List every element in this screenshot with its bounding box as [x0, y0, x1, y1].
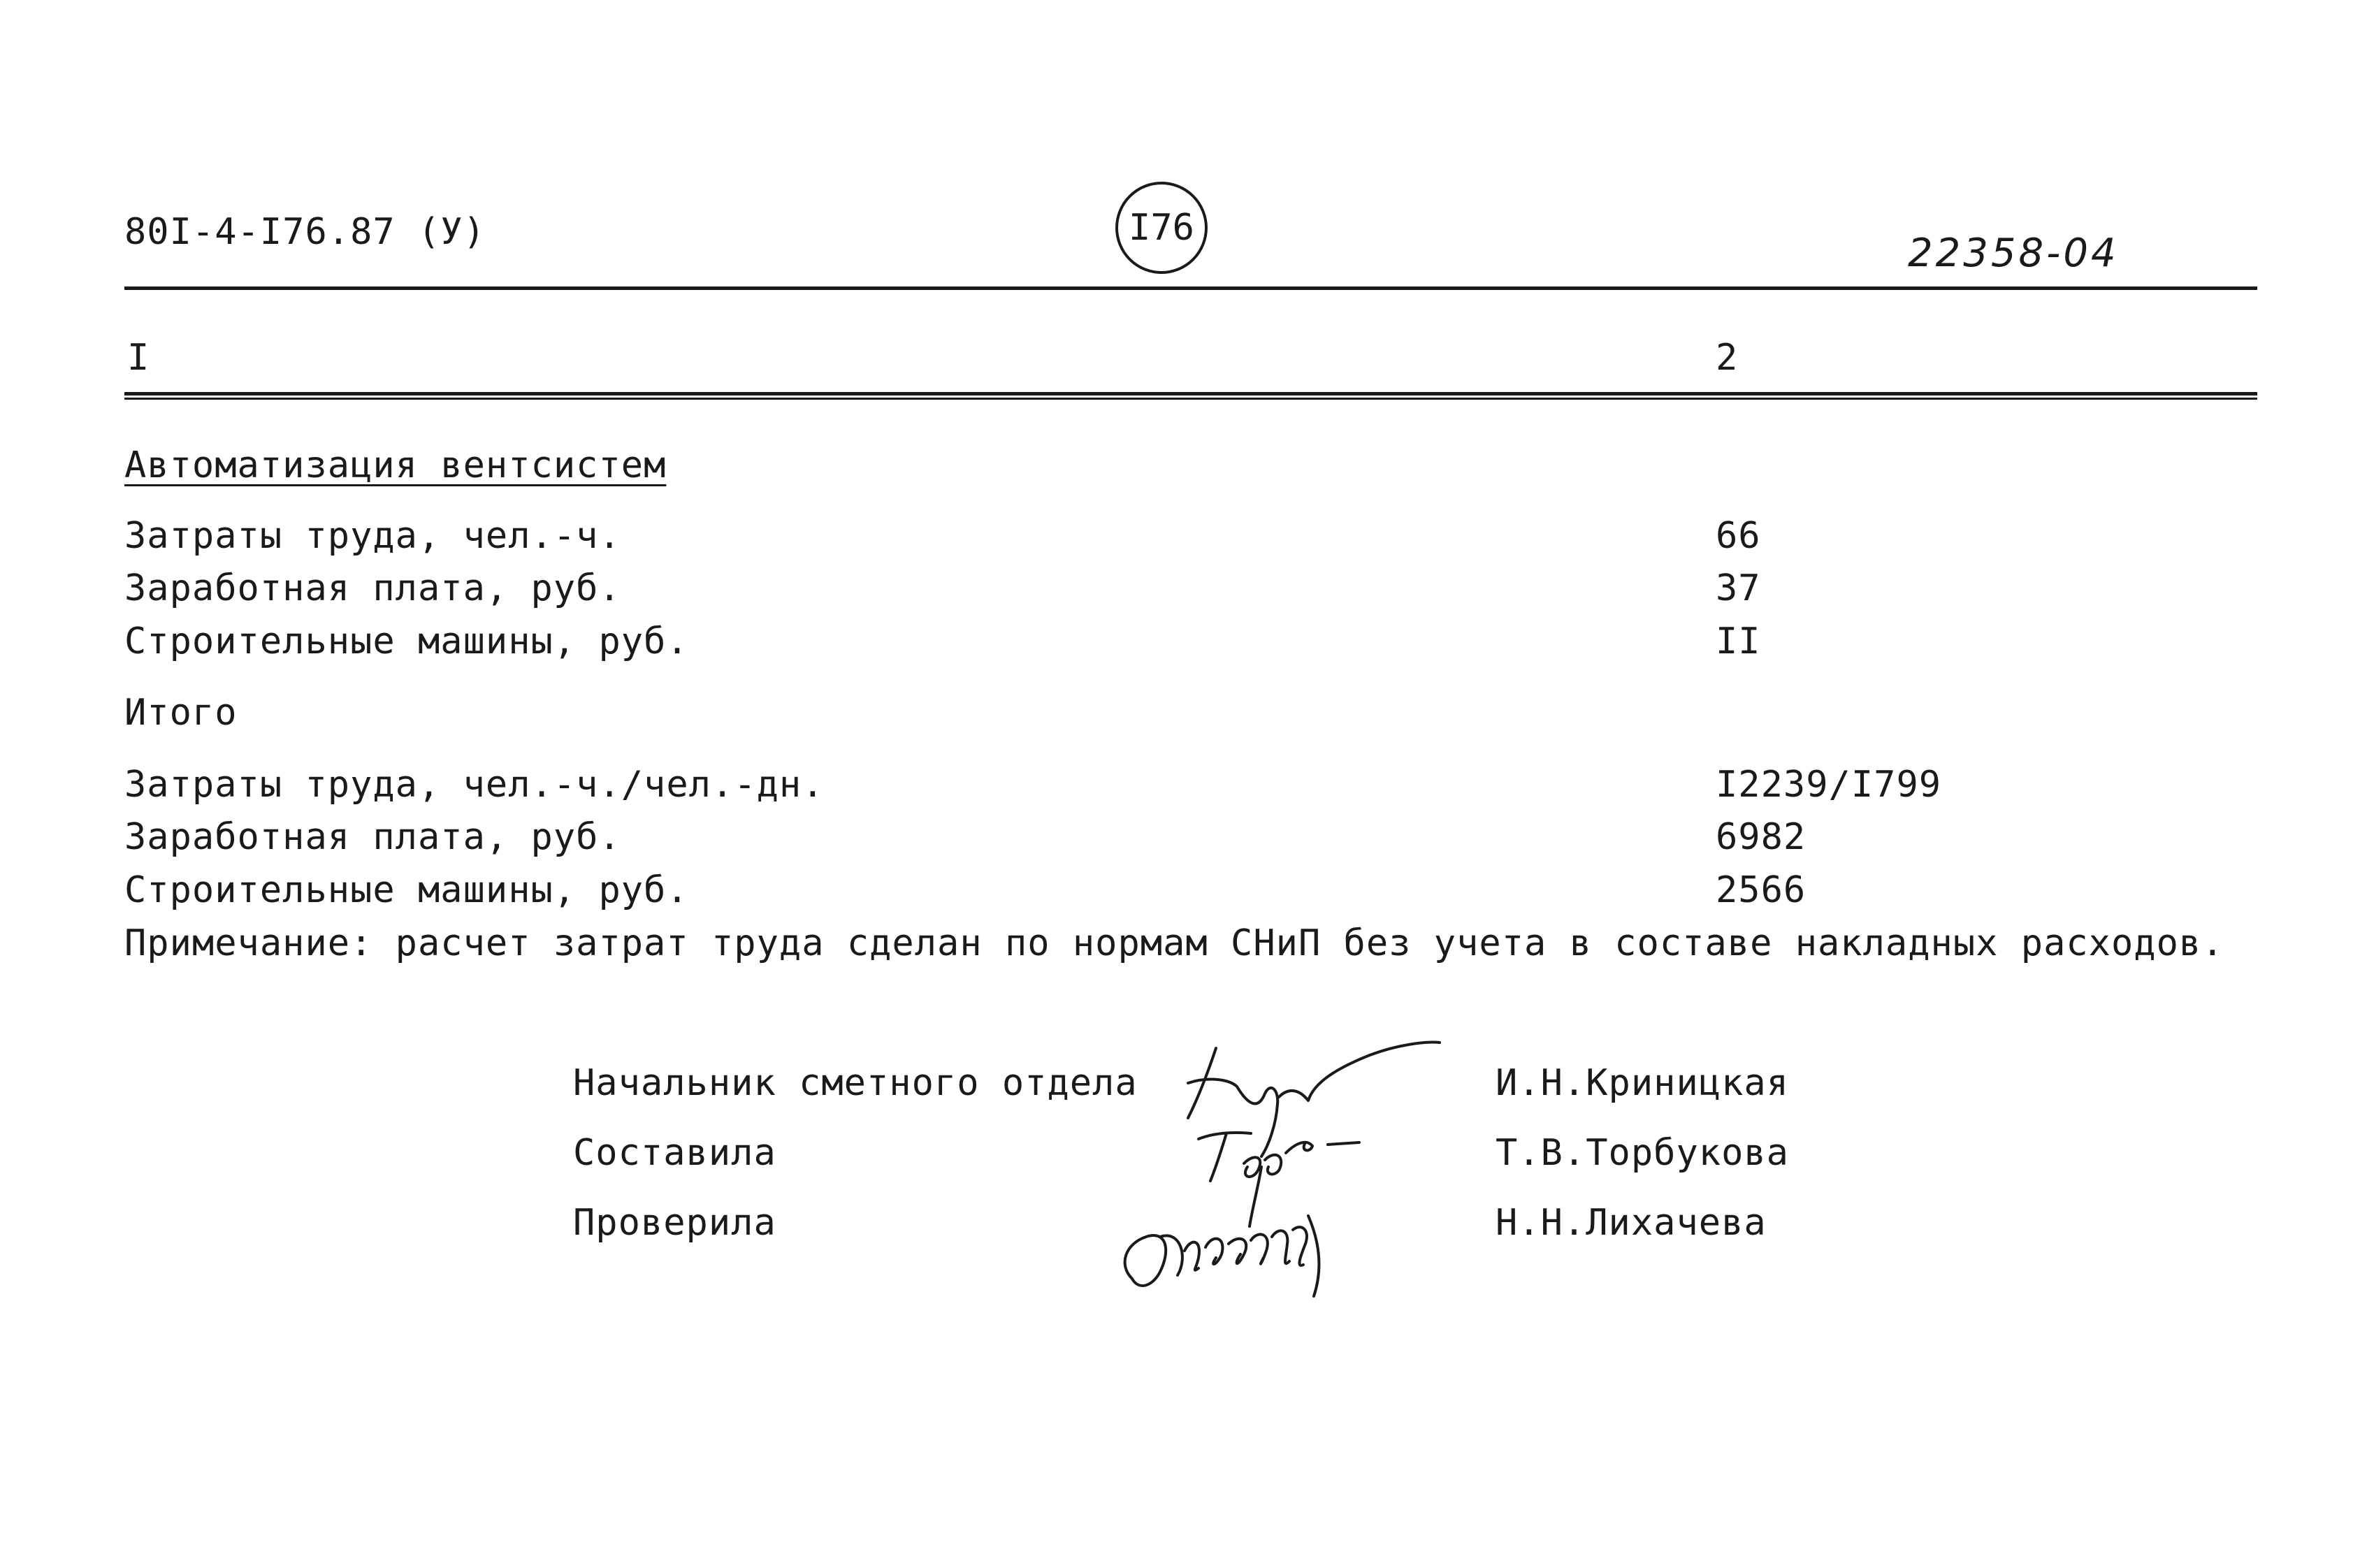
- total-row-label: Затраты труда, чел.-ч./чел.-дн.: [124, 764, 825, 806]
- total-row-label: Строительные машины, руб.: [124, 869, 689, 911]
- row-value: 37: [1716, 567, 1761, 609]
- signoff-name: Н.Н.Лихачева: [1496, 1202, 1767, 1244]
- signoff-role: Начальник сметного отдела: [573, 1062, 1138, 1104]
- signoff-name: Т.В.Торбукова: [1496, 1132, 1789, 1174]
- note-text: Примечание: расчет затрат труда сделан по нормам СНиП без учета в составе накладных расходов.: [124, 922, 2224, 964]
- handwritten-archive-code: 22358-04: [1908, 231, 2119, 276]
- signature-3: [1125, 1216, 1319, 1296]
- total-row-value: I2239/I799: [1716, 764, 1942, 806]
- header-divider: [124, 392, 2257, 395]
- row-label: Заработная плата, руб.: [124, 567, 621, 609]
- row-value: II: [1716, 620, 1761, 662]
- total-row-label: Заработная плата, руб.: [124, 816, 621, 858]
- handwritten-signatures: [1048, 1027, 1482, 1307]
- signature-2: [1199, 1133, 1359, 1226]
- column-number-1: I: [127, 337, 150, 379]
- document-code: 80I-4-I76.87 (У): [124, 211, 486, 253]
- page-number-stamp: [1115, 182, 1208, 274]
- total-row-value: 2566: [1716, 869, 1807, 911]
- row-label: Строительные машины, руб.: [124, 620, 689, 662]
- top-divider: [124, 286, 2257, 290]
- section-title: Автоматизация вентсистем: [124, 444, 667, 486]
- page-number: I76: [1129, 207, 1194, 249]
- totals-title: Итого: [124, 692, 238, 734]
- row-label: Затраты труда, чел.-ч.: [124, 515, 621, 557]
- total-row-value: 6982: [1716, 816, 1807, 858]
- signoff-role: Составила: [573, 1132, 776, 1174]
- signoff-role: Проверила: [573, 1202, 776, 1244]
- row-value: 66: [1716, 515, 1761, 557]
- column-number-2: 2: [1716, 337, 1739, 379]
- header-divider-second: [124, 398, 2257, 400]
- signoff-name: И.Н.Криницкая: [1496, 1062, 1789, 1104]
